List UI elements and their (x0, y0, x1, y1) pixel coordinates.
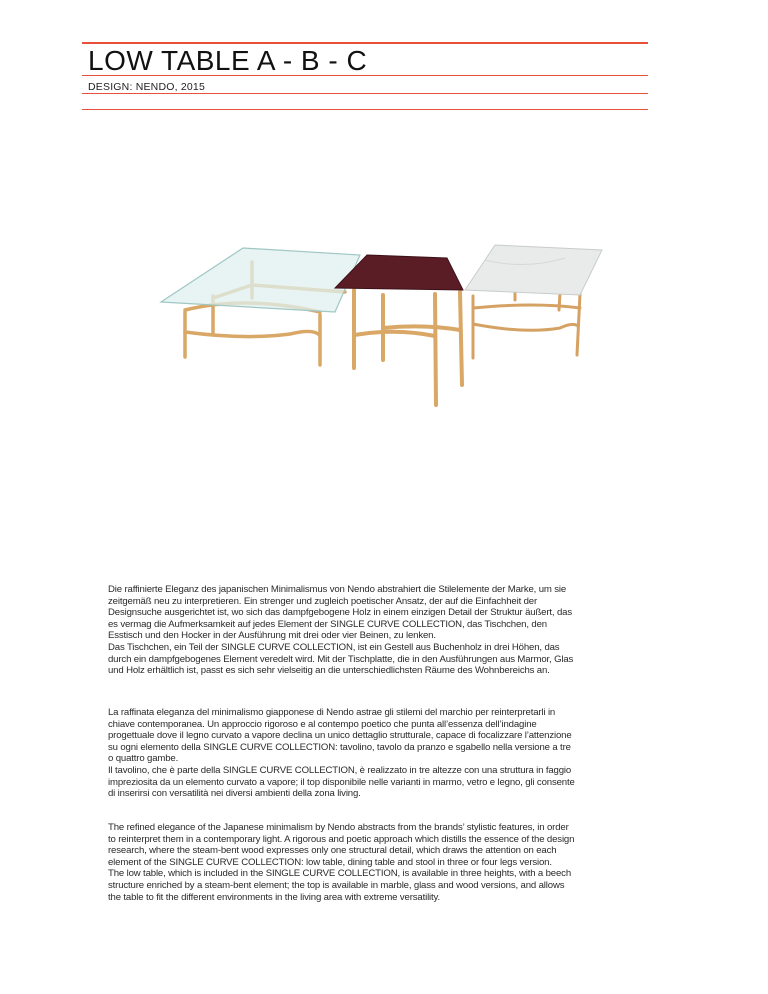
header-rule-3 (82, 93, 648, 94)
header-top-rule (82, 42, 648, 44)
product-image-low-tables (155, 240, 605, 415)
glass-top (161, 248, 360, 312)
german-paragraph-1: Die raffinierte Eleganz des japanischen Minimalismus von Nendo abstrahiert die Stilelemente der Marke, um sie zeitgemäß neu zu interpretieren. Ein strenger und zugleich poetischer Ansatz, der auf die Einfachheit der Designsuche ausgerichtet ist, wo sich das dampfgebogene Holz in einem einzigen Detail der Struktur äußert, das es vermag die Aufmerksamkeit auf jedes Element der SINGLE CURVE COLLECTION, das Tischchen, den Esstisch und den Hocker in der Ausführung mit drei oder vier Beinen, zu lenken. (108, 584, 572, 642)
header-rule-2 (82, 75, 648, 76)
description-german (108, 584, 578, 677)
italian-paragraph-2: Il tavolino, che è parte della SINGLE CURVE COLLECTION, è realizzato in tre altezze con una struttura in faggio impreziosita da un elemento curvato a vapore; il top disponibile nelle varianti in marmo, vetro e legno, gli consente di inserirsi con versatilità nei diversi ambienti della zona living. (108, 764, 575, 800)
italian-paragraph-1: La raffinata eleganza del minimalismo giapponese di Nendo astrae gli stilemi del marchio per reinterpretarli in chiave contemporanea. Un approccio rigoroso e al contempo poetico che punta all’essenza dell’indagine progettuale dove il legno curvato a vapore declina un unico dettaglio strutturale, capace di focalizzare l’attenzione su ogni elemento della SINGLE CURVE COLLECTION: tavolino, tavolo da pranzo e sgabello nella versione a tre o quattro gambe. (108, 707, 572, 765)
english-paragraph-1: The refined elegance of the Japanese minimalism by Nendo abstracts from the brands’ stylistic features, in order to reinterpret them in a contemporary light. A rigorous and poetic approach which distills the essence of the design research, where the steam-bent wood expresses only one structural detail, which draws the attention on each element of the SINGLE CURVE COLLECTION: low table, dining table and stool in three or four legs version. (108, 822, 575, 868)
english-paragraph-2: The low table, which is included in the SINGLE CURVE COLLECTION, is available in three heights, with a beech structure enriched by a steam-bent element; the top is available in marble, glass and wood versions, and allows the table to fit the different environments in the living area with extreme versatility. (108, 868, 572, 903)
description-italian (108, 707, 578, 800)
description-english (108, 822, 578, 903)
burgundy-table (354, 290, 462, 405)
marble-top (465, 245, 602, 295)
german-paragraph-2: Das Tischchen, ein Teil der SINGLE CURVE COLLECTION, ist ein Gestell aus Buchenholz in drei Höhen, das durch ein dampfgebogenes Element veredelt wird. Mit der Tischplatte, die in den Ausführungen aus Marmor, Glas und Holz erhältlich ist, passt es sich sehr vielseitig an die unterschiedlichsten Räume des Wohnbereichs an. (108, 641, 574, 677)
header-rule-4 (82, 109, 648, 110)
page-title: LOW TABLE A - B - C (88, 45, 368, 76)
design-credit: DESIGN: NENDO, 2015 (88, 81, 206, 93)
